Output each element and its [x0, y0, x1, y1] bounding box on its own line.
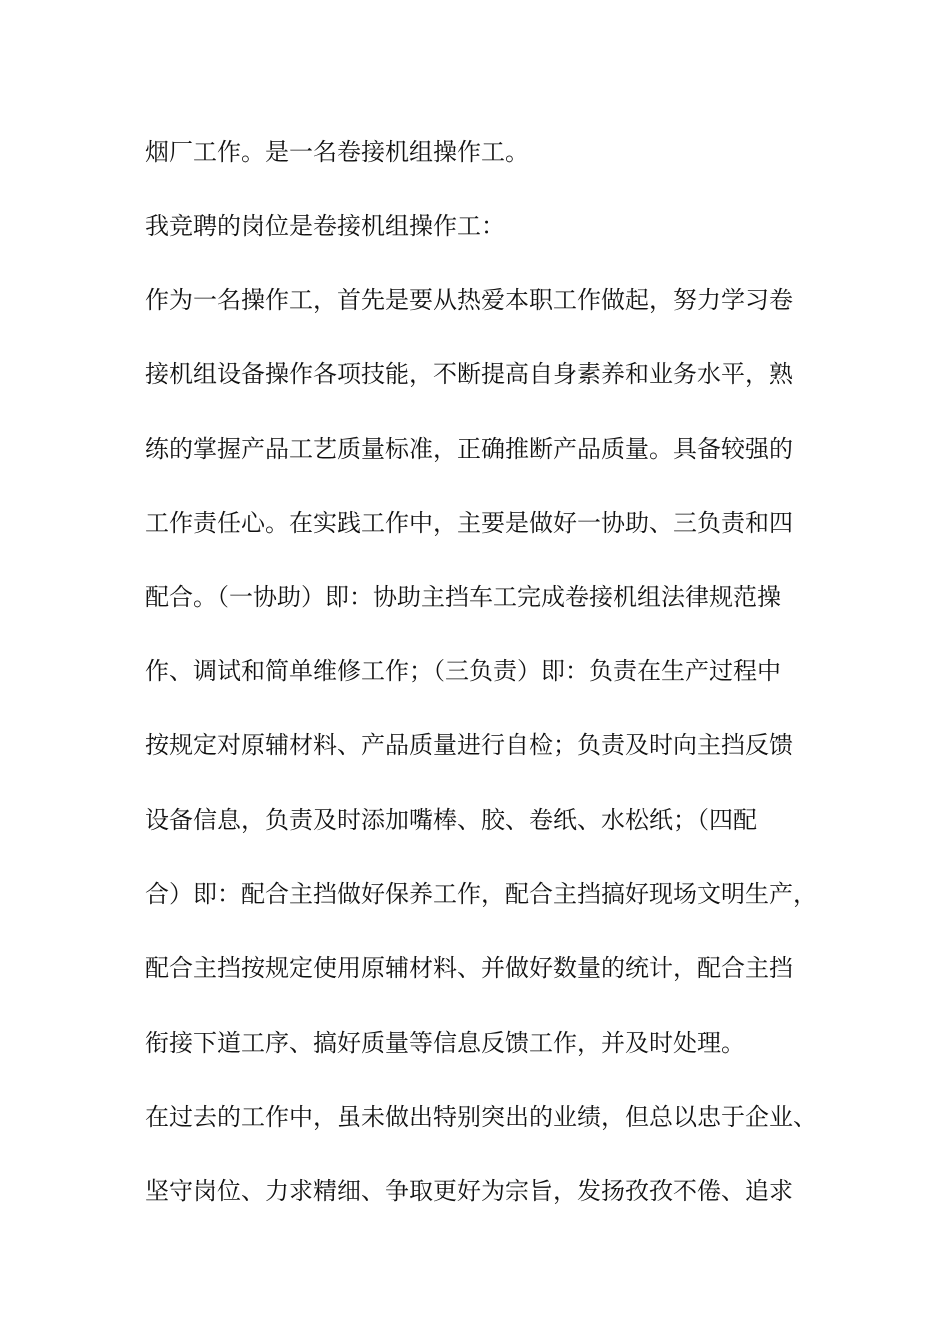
text-line: 作、调试和简单维修工作；（三负责）即：负责在生产过程中 — [145, 657, 781, 685]
text-line: 接机组设备操作各项技能，不断提高自身素养和业务水平，熟 — [145, 360, 793, 388]
text-line: 作为一名操作工，首先是要从热爱本职工作做起，努力学习卷 — [145, 286, 793, 314]
text-line: 工作责任心。在实践工作中，主要是做好一协助、三负责和四 — [145, 509, 793, 537]
text-line: 我竞聘的岗位是卷接机组操作工： — [145, 212, 505, 240]
text-line: 配合主挡按规定使用原辅材料、并做好数量的统计，配合主挡 — [145, 954, 793, 982]
text-line: 设备信息，负责及时添加嘴棒、胶、卷纸、水松纸；（四配 — [145, 806, 757, 834]
text-line: 在过去的工作中，虽未做出特别突出的业绩，但总以忠于企业、 — [145, 1103, 817, 1131]
text-line: 衔接下道工序、搞好质量等信息反馈工作，并及时处理。 — [145, 1029, 745, 1057]
text-line: 练的掌握产品工艺质量标准，正确推断产品质量。具备较强的 — [145, 435, 793, 463]
text-line: 合）即：配合主挡做好保养工作，配合主挡搞好现场文明生产， — [145, 880, 817, 908]
text-line: 烟厂工作。是一名卷接机组操作工。 — [145, 138, 529, 166]
text-line: 按规定对原辅材料、产品质量进行自检；负责及时向主挡反馈 — [145, 731, 793, 759]
text-line: 配合。（一协助）即：协助主挡车工完成卷接机组法律规范操 — [145, 583, 781, 611]
text-line: 坚守岗位、力求精细、争取更好为宗旨，发扬孜孜不倦、追求 — [145, 1177, 793, 1205]
